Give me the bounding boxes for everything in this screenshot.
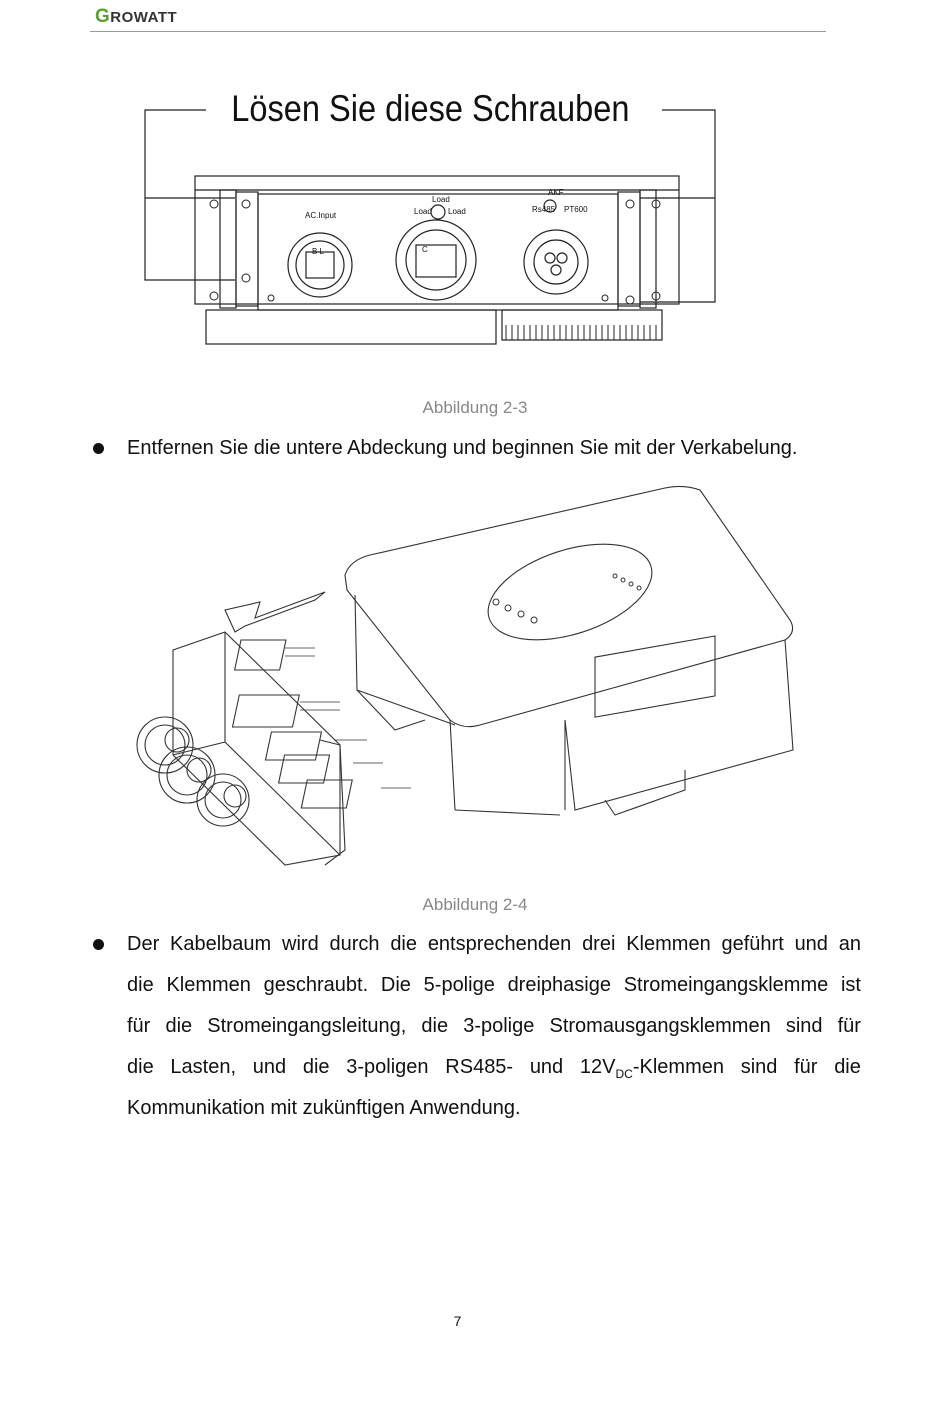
header-rule [90,31,826,32]
label-pt600: PT600 [564,205,588,214]
label-rs485: Rs485 [532,205,556,214]
bullet-2-line-2: die Klemmen geschraubt. Die 5-polige dreiphasige Stromeingangsklemme ist [127,974,861,996]
bullet-2-line-3: für die Stromeingangsleitung, die 3-polige Stromausgangsklemmen sind für [127,1015,861,1037]
label-gland2: C [422,245,428,254]
caption-figure-2-4: Abbildung 2-4 [422,895,528,914]
bullet-2-line-5: Kommunikation mit zukünftigen Anwendung. [127,1097,521,1119]
label-load-l: Load [414,207,432,216]
label-load-top: Load [432,195,450,204]
page-number: 7 [453,1313,462,1329]
bullet-2-line-4: die Lasten, und die 3-poligen RS485- und $12V_{DC}$-Klemmen sind für die [127,1056,861,1081]
caption-figure-2-3: Abbildung 2-3 [422,398,528,417]
label-ac-input: AC.Input [305,211,337,220]
callout-text: Lösen Sie diese Schrauben [231,88,630,130]
bullet-dot [93,939,104,950]
label-load-n: Load [448,207,466,216]
figure-bottom-view [140,80,730,360]
bullet-dot [93,443,104,454]
label-gland1: B L [312,247,325,256]
bullet-2-text [127,924,861,1129]
label-ports-top: AKF [548,188,564,197]
bullet-1-text: Entfernen Sie die untere Abdeckung und beginnen Sie mit der Verkabelung. [127,437,798,459]
growatt-logo: GROWATT [95,6,178,27]
figure-exploded-view [125,480,815,875]
bullet-2-line-1: Der Kabelbaum wird durch die entsprechenden drei Klemmen geführt und an [127,933,861,955]
